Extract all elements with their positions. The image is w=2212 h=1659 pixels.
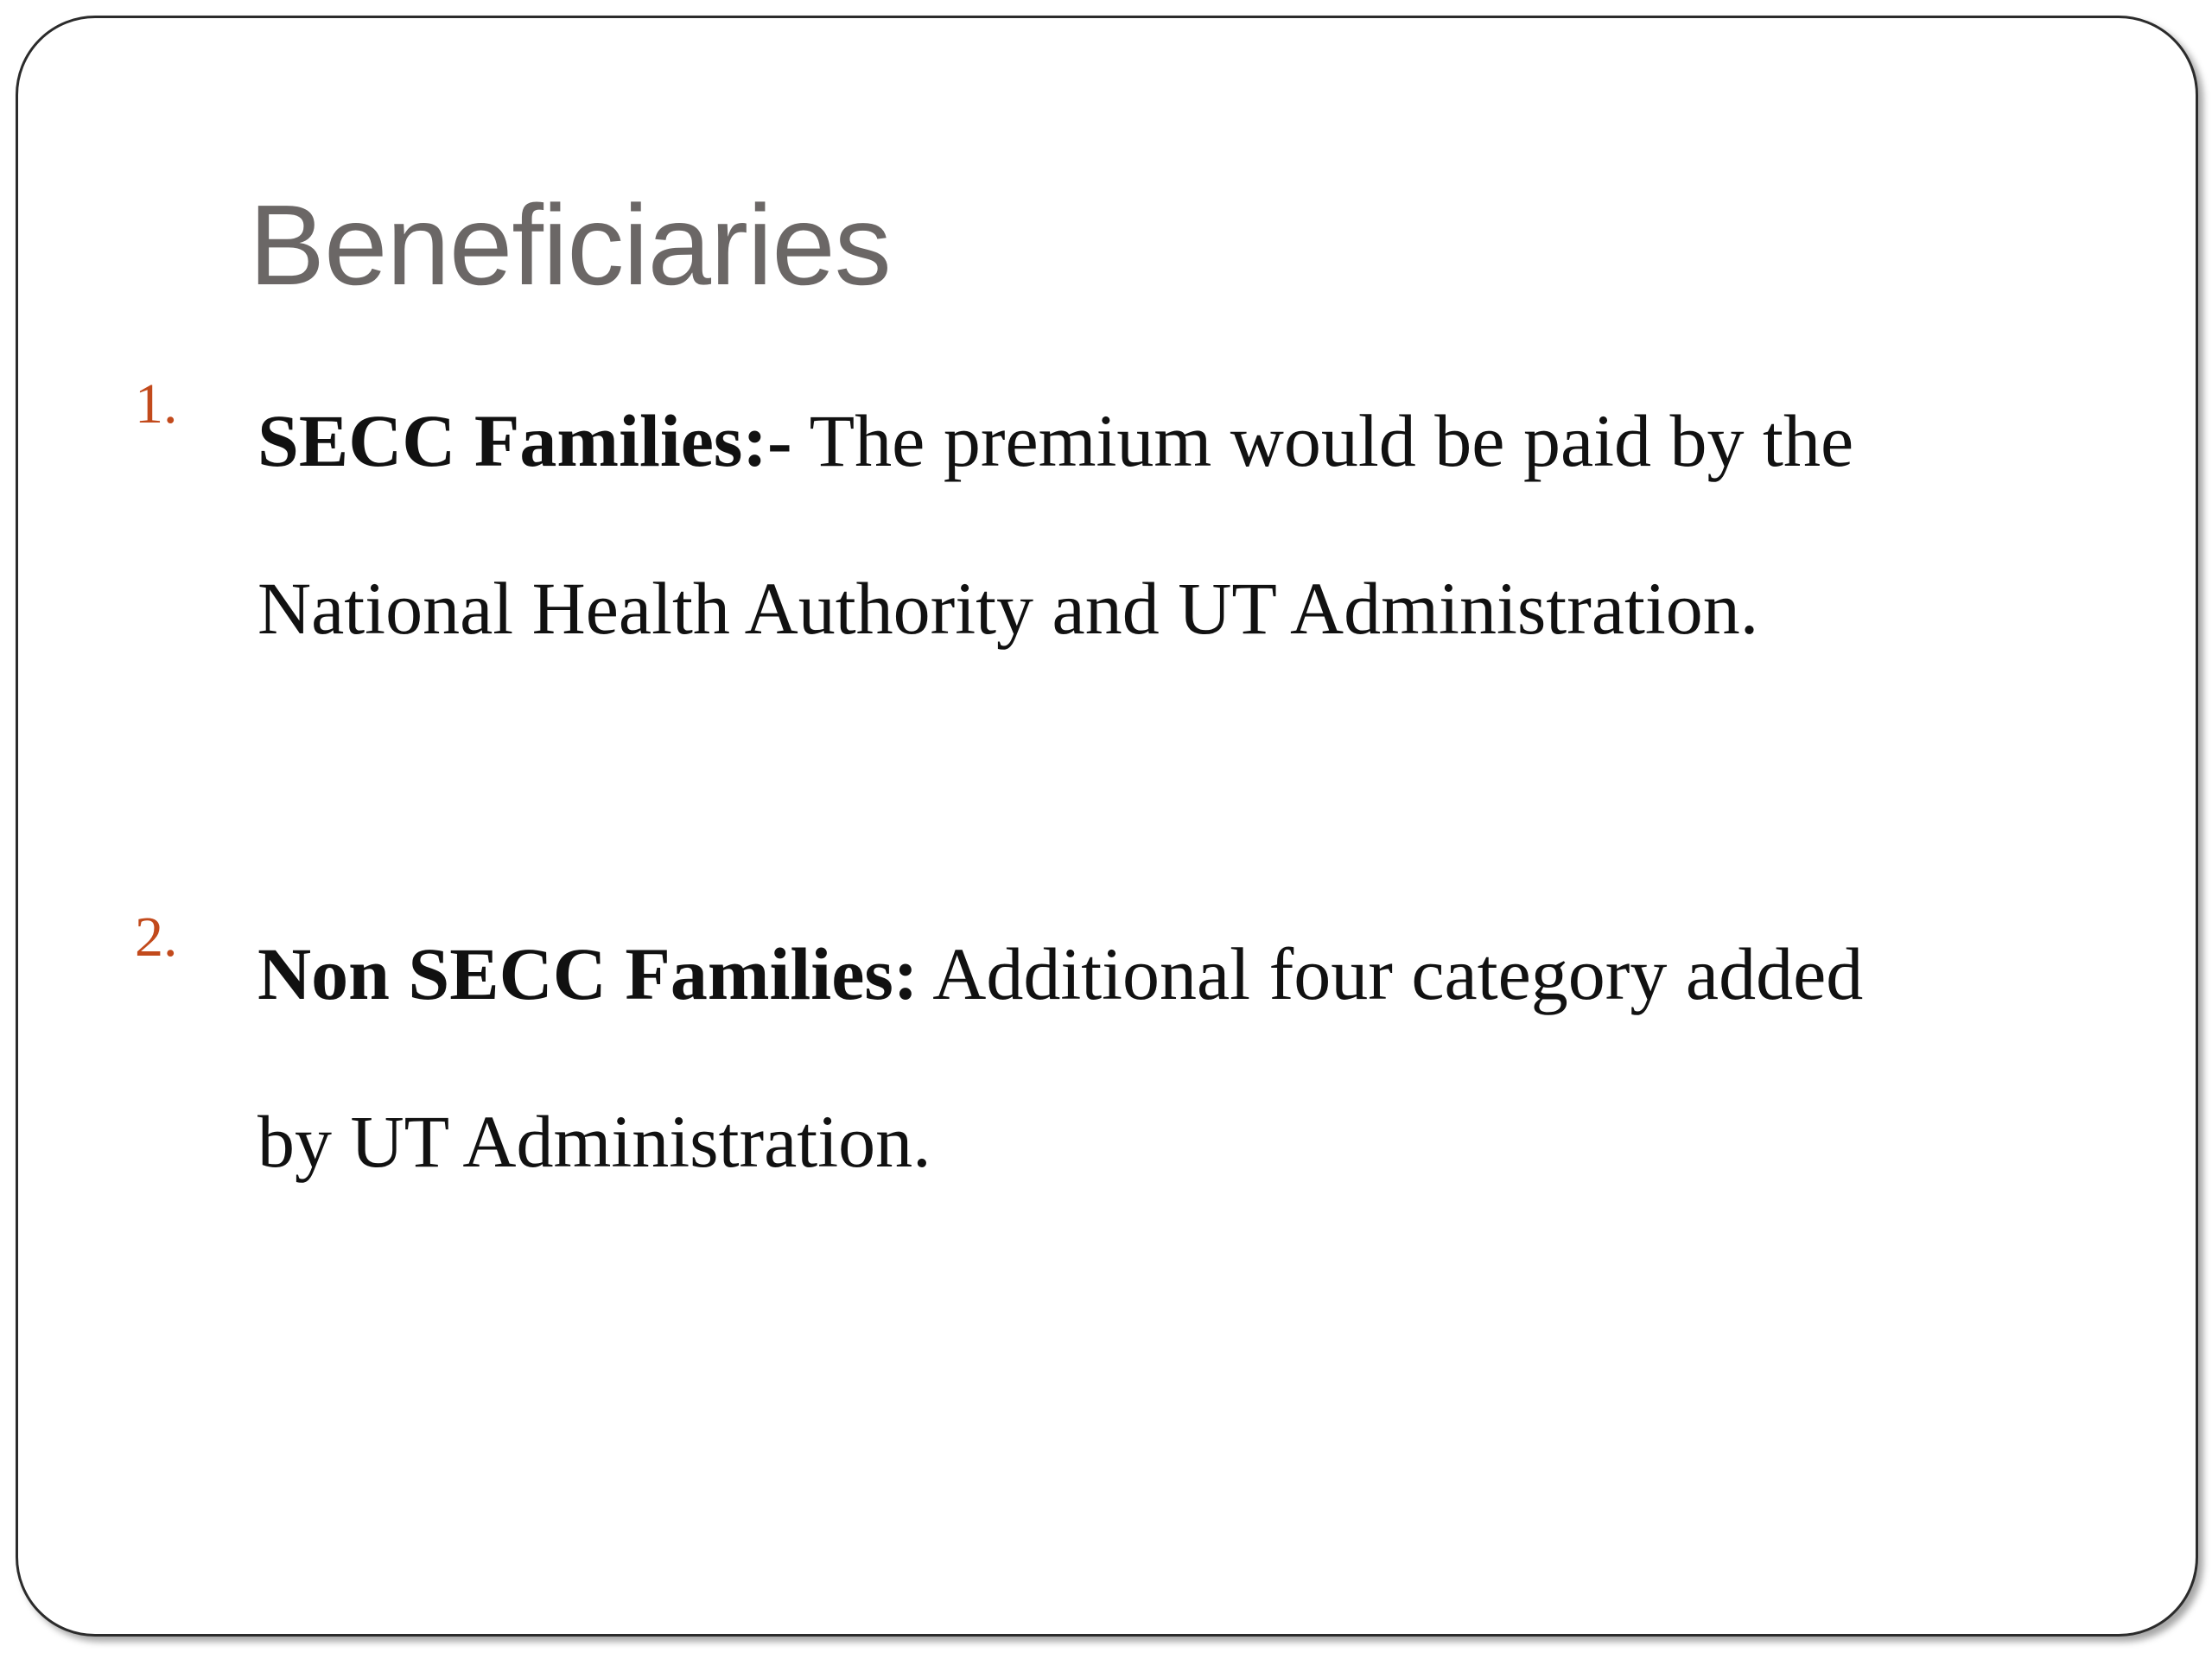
list-item-term: SECC Families:- <box>257 399 792 482</box>
list-item-line <box>257 890 1863 1058</box>
list-item-line: by UT Administration. <box>257 1100 931 1183</box>
list-item-description: Additional four category added <box>918 932 1864 1015</box>
list-item-line: National Health Authority and UT Administration. <box>257 567 1759 650</box>
list-item-description: The premium would be paid by the <box>791 399 1854 482</box>
slide-title: Beneficiaries <box>249 181 891 308</box>
list-item-term: Non SECC Families: <box>257 932 918 1015</box>
list-item-text <box>257 890 1863 1225</box>
list-item-number: 1. <box>135 372 178 435</box>
list-item-number: 2. <box>135 906 178 969</box>
list-item-line <box>257 357 1853 524</box>
list-item-text <box>257 357 1853 692</box>
